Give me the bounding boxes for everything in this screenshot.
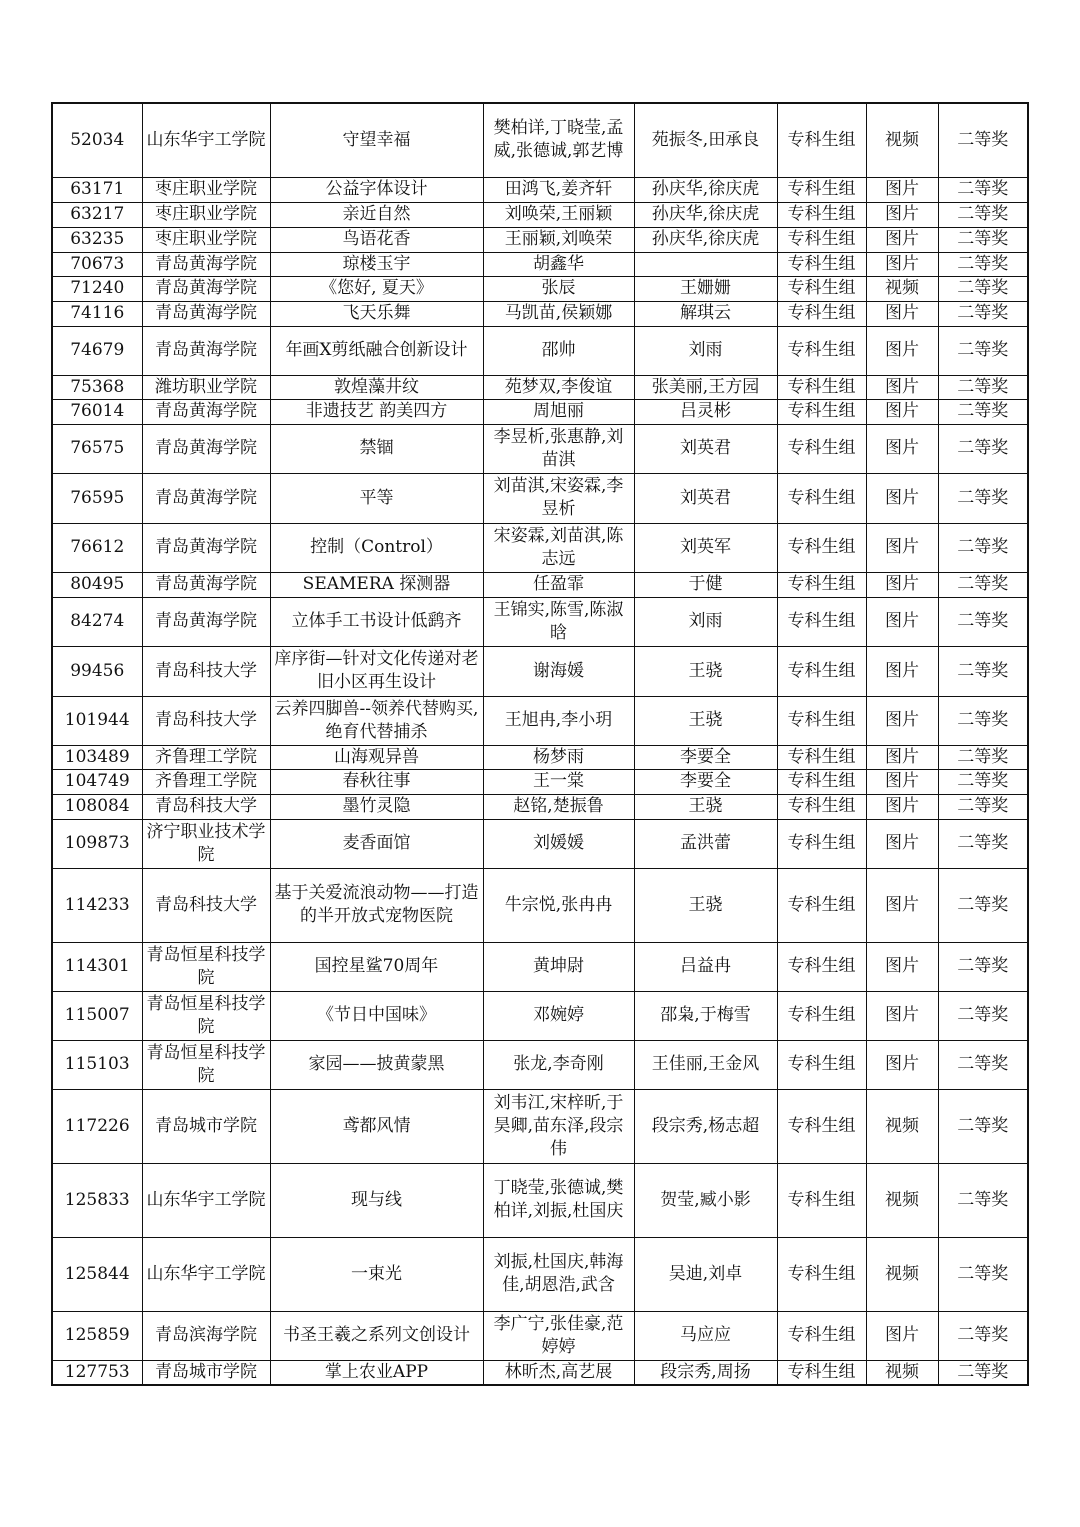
- entry-id-cell: 125859: [52, 1311, 142, 1360]
- group-cell: 专科生组: [777, 326, 866, 375]
- school-cell: 枣庄职业学院: [142, 177, 270, 202]
- group-cell: 专科生组: [777, 1360, 866, 1385]
- award-cell: 二等奖: [938, 572, 1028, 597]
- media-type-cell: 视频: [866, 103, 938, 177]
- authors-cell: 刘振,杜国庆,韩海佳,胡恩浩,武含: [483, 1237, 634, 1311]
- authors-cell: 张龙,李奇刚: [483, 1040, 634, 1089]
- group-cell: 专科生组: [777, 399, 866, 424]
- authors-cell: 樊柏详,丁晓莹,孟威,张德诚,郭艺博: [483, 103, 634, 177]
- school-cell: 潍坊职业学院: [142, 375, 270, 399]
- entry-id-cell: 108084: [52, 794, 142, 819]
- school-cell: 济宁职业技术学院: [142, 819, 270, 868]
- table-row: [52, 326, 1028, 375]
- media-type-cell: 图片: [866, 301, 938, 326]
- award-cell: 二等奖: [938, 991, 1028, 1040]
- award-cell: 二等奖: [938, 103, 1028, 177]
- school-cell: 青岛黄海学院: [142, 399, 270, 424]
- school-cell: 青岛恒星科技学院: [142, 1040, 270, 1089]
- table-row: [52, 1237, 1028, 1311]
- school-cell: 山东华宇工学院: [142, 1237, 270, 1311]
- advisors-cell: 吴迪,刘卓: [634, 1237, 777, 1311]
- group-cell: 专科生组: [777, 301, 866, 326]
- work-title-cell: SEAMERA 探测器: [270, 572, 483, 597]
- work-title-cell: 庠序街—针对文化传递对老旧小区再生设计: [270, 646, 483, 696]
- entry-id-cell: 63217: [52, 202, 142, 227]
- media-type-cell: 图片: [866, 991, 938, 1040]
- group-cell: 专科生组: [777, 103, 866, 177]
- group-cell: 专科生组: [777, 597, 866, 646]
- school-cell: 枣庄职业学院: [142, 227, 270, 252]
- work-title-cell: 国控星鲨70周年: [270, 942, 483, 991]
- school-cell: 齐鲁理工学院: [142, 769, 270, 794]
- authors-cell: 李广宁,张佳豪,范婷婷: [483, 1311, 634, 1360]
- table-row: [52, 301, 1028, 326]
- entry-id-cell: 75368: [52, 375, 142, 399]
- award-cell: 二等奖: [938, 301, 1028, 326]
- entry-id-cell: 115103: [52, 1040, 142, 1089]
- entry-id-cell: 99456: [52, 646, 142, 696]
- work-title-cell: 一束光: [270, 1237, 483, 1311]
- authors-cell: 杨梦雨: [483, 745, 634, 769]
- work-title-cell: 《您好, 夏天》: [270, 276, 483, 301]
- work-title-cell: 年画X剪纸融合创新设计: [270, 326, 483, 375]
- advisors-cell: 李要全: [634, 745, 777, 769]
- media-type-cell: 图片: [866, 819, 938, 868]
- award-cell: 二等奖: [938, 473, 1028, 523]
- group-cell: 专科生组: [777, 794, 866, 819]
- school-cell: 青岛恒星科技学院: [142, 991, 270, 1040]
- award-cell: 二等奖: [938, 1163, 1028, 1237]
- entry-id-cell: 63235: [52, 227, 142, 252]
- advisors-cell: 刘英君: [634, 473, 777, 523]
- table-row: [52, 1360, 1028, 1385]
- work-title-cell: 掌上农业APP: [270, 1360, 483, 1385]
- advisors-cell: 孙庆华,徐庆虎: [634, 202, 777, 227]
- award-cell: 二等奖: [938, 1040, 1028, 1089]
- work-title-cell: 守望幸福: [270, 103, 483, 177]
- work-title-cell: 春秋往事: [270, 769, 483, 794]
- group-cell: 专科生组: [777, 252, 866, 276]
- group-cell: 专科生组: [777, 523, 866, 572]
- entry-id-cell: 125833: [52, 1163, 142, 1237]
- work-title-cell: 公益字体设计: [270, 177, 483, 202]
- award-cell: 二等奖: [938, 942, 1028, 991]
- table-row: [52, 252, 1028, 276]
- work-title-cell: 基于关爱流浪动物——打造的半开放式宠物医院: [270, 868, 483, 942]
- authors-cell: 周旭丽: [483, 399, 634, 424]
- media-type-cell: 图片: [866, 1040, 938, 1089]
- award-cell: 二等奖: [938, 696, 1028, 745]
- awards-table: [51, 102, 1029, 1386]
- award-cell: 二等奖: [938, 424, 1028, 473]
- media-type-cell: 视频: [866, 1089, 938, 1163]
- work-title-cell: 山海观异兽: [270, 745, 483, 769]
- authors-cell: 王锦实,陈雪,陈淑晗: [483, 597, 634, 646]
- group-cell: 专科生组: [777, 227, 866, 252]
- group-cell: 专科生组: [777, 819, 866, 868]
- group-cell: 专科生组: [777, 868, 866, 942]
- award-cell: 二等奖: [938, 227, 1028, 252]
- school-cell: 青岛科技大学: [142, 794, 270, 819]
- media-type-cell: 图片: [866, 1311, 938, 1360]
- table-row: [52, 473, 1028, 523]
- table-row: [52, 424, 1028, 473]
- authors-cell: 刘唤荣,王丽颖: [483, 202, 634, 227]
- work-title-cell: 麦香面馆: [270, 819, 483, 868]
- entry-id-cell: 76612: [52, 523, 142, 572]
- group-cell: 专科生组: [777, 942, 866, 991]
- award-cell: 二等奖: [938, 794, 1028, 819]
- work-title-cell: 书圣王羲之系列文创设计: [270, 1311, 483, 1360]
- advisors-cell: 王骁: [634, 646, 777, 696]
- media-type-cell: 图片: [866, 375, 938, 399]
- group-cell: 专科生组: [777, 1089, 866, 1163]
- authors-cell: 苑梦双,李俊谊: [483, 375, 634, 399]
- authors-cell: 王旭冉,李小玥: [483, 696, 634, 745]
- work-title-cell: 敦煌藻井纹: [270, 375, 483, 399]
- table-row: [52, 1040, 1028, 1089]
- advisors-cell: 吕灵彬: [634, 399, 777, 424]
- school-cell: 青岛黄海学院: [142, 276, 270, 301]
- authors-cell: 赵铭,楚振鲁: [483, 794, 634, 819]
- work-title-cell: 非遗技艺 韵美四方: [270, 399, 483, 424]
- advisors-cell: 刘雨: [634, 597, 777, 646]
- authors-cell: 刘韦江,宋梓昕,于昊卿,苗东泽,段宗伟: [483, 1089, 634, 1163]
- media-type-cell: 图片: [866, 227, 938, 252]
- entry-id-cell: 74679: [52, 326, 142, 375]
- entry-id-cell: 74116: [52, 301, 142, 326]
- advisors-cell: 段宗秀,杨志超: [634, 1089, 777, 1163]
- table-row: [52, 103, 1028, 177]
- entry-id-cell: 76595: [52, 473, 142, 523]
- award-cell: 二等奖: [938, 1311, 1028, 1360]
- authors-cell: 田鸿飞,姜齐轩: [483, 177, 634, 202]
- table-row: [52, 597, 1028, 646]
- table-row: [52, 991, 1028, 1040]
- media-type-cell: 图片: [866, 745, 938, 769]
- school-cell: 青岛黄海学院: [142, 473, 270, 523]
- media-type-cell: 图片: [866, 252, 938, 276]
- awards-table-body: [52, 103, 1028, 1385]
- media-type-cell: 视频: [866, 1237, 938, 1311]
- table-row: [52, 1311, 1028, 1360]
- group-cell: 专科生组: [777, 572, 866, 597]
- work-title-cell: 云养四脚兽--领养代替购买, 绝育代替捕杀: [270, 696, 483, 745]
- school-cell: 青岛黄海学院: [142, 572, 270, 597]
- media-type-cell: 图片: [866, 424, 938, 473]
- entry-id-cell: 76575: [52, 424, 142, 473]
- entry-id-cell: 127753: [52, 1360, 142, 1385]
- work-title-cell: 亲近自然: [270, 202, 483, 227]
- entry-id-cell: 125844: [52, 1237, 142, 1311]
- group-cell: 专科生组: [777, 769, 866, 794]
- media-type-cell: 视频: [866, 1360, 938, 1385]
- entry-id-cell: 80495: [52, 572, 142, 597]
- award-cell: 二等奖: [938, 819, 1028, 868]
- media-type-cell: 图片: [866, 399, 938, 424]
- group-cell: 专科生组: [777, 473, 866, 523]
- media-type-cell: 图片: [866, 202, 938, 227]
- authors-cell: 胡鑫华: [483, 252, 634, 276]
- school-cell: 齐鲁理工学院: [142, 745, 270, 769]
- entry-id-cell: 115007: [52, 991, 142, 1040]
- group-cell: 专科生组: [777, 1237, 866, 1311]
- table-row: [52, 819, 1028, 868]
- authors-cell: 宋姿霖,刘苗淇,陈志远: [483, 523, 634, 572]
- group-cell: 专科生组: [777, 1040, 866, 1089]
- authors-cell: 谢海媛: [483, 646, 634, 696]
- advisors-cell: 王骁: [634, 868, 777, 942]
- entry-id-cell: 71240: [52, 276, 142, 301]
- school-cell: 青岛城市学院: [142, 1089, 270, 1163]
- advisors-cell: 刘雨: [634, 326, 777, 375]
- group-cell: 专科生组: [777, 696, 866, 745]
- award-cell: 二等奖: [938, 252, 1028, 276]
- media-type-cell: 图片: [866, 473, 938, 523]
- advisors-cell: 李要全: [634, 769, 777, 794]
- award-cell: 二等奖: [938, 375, 1028, 399]
- advisors-cell: 邵枭,于梅雪: [634, 991, 777, 1040]
- group-cell: 专科生组: [777, 991, 866, 1040]
- group-cell: 专科生组: [777, 1163, 866, 1237]
- work-title-cell: 琼楼玉宇: [270, 252, 483, 276]
- authors-cell: 李昱析,张惠静,刘苗淇: [483, 424, 634, 473]
- table-row: [52, 794, 1028, 819]
- table-row: [52, 868, 1028, 942]
- school-cell: 山东华宇工学院: [142, 103, 270, 177]
- work-title-cell: 禁锢: [270, 424, 483, 473]
- group-cell: 专科生组: [777, 276, 866, 301]
- advisors-cell: 解琪云: [634, 301, 777, 326]
- entry-id-cell: 109873: [52, 819, 142, 868]
- table-row: [52, 1163, 1028, 1237]
- authors-cell: 牛宗悦,张冉冉: [483, 868, 634, 942]
- advisors-cell: 苑振冬,田承良: [634, 103, 777, 177]
- table-row: [52, 572, 1028, 597]
- media-type-cell: 图片: [866, 646, 938, 696]
- authors-cell: 王丽颖,刘唤荣: [483, 227, 634, 252]
- table-row: [52, 745, 1028, 769]
- entry-id-cell: 76014: [52, 399, 142, 424]
- school-cell: 青岛黄海学院: [142, 326, 270, 375]
- media-type-cell: 图片: [866, 523, 938, 572]
- group-cell: 专科生组: [777, 375, 866, 399]
- entry-id-cell: 101944: [52, 696, 142, 745]
- authors-cell: 邵帅: [483, 326, 634, 375]
- school-cell: 青岛黄海学院: [142, 301, 270, 326]
- advisors-cell: 段宗秀,周扬: [634, 1360, 777, 1385]
- entry-id-cell: 104749: [52, 769, 142, 794]
- advisors-cell: 贺莹,臧小影: [634, 1163, 777, 1237]
- media-type-cell: 视频: [866, 1163, 938, 1237]
- group-cell: 专科生组: [777, 646, 866, 696]
- advisors-cell: 王姗姗: [634, 276, 777, 301]
- advisors-cell: 张美丽,王方园: [634, 375, 777, 399]
- school-cell: 青岛黄海学院: [142, 523, 270, 572]
- table-row: [52, 696, 1028, 745]
- media-type-cell: 图片: [866, 942, 938, 991]
- advisors-cell: 于健: [634, 572, 777, 597]
- entry-id-cell: 63171: [52, 177, 142, 202]
- award-cell: 二等奖: [938, 1237, 1028, 1311]
- advisors-cell: [634, 252, 777, 276]
- media-type-cell: 图片: [866, 794, 938, 819]
- award-cell: 二等奖: [938, 177, 1028, 202]
- media-type-cell: 图片: [866, 177, 938, 202]
- award-cell: 二等奖: [938, 597, 1028, 646]
- entry-id-cell: 52034: [52, 103, 142, 177]
- work-title-cell: 鸢都风情: [270, 1089, 483, 1163]
- school-cell: 青岛黄海学院: [142, 252, 270, 276]
- table-row: [52, 227, 1028, 252]
- authors-cell: 丁晓莹,张德诚,樊柏详,刘振,杜国庆: [483, 1163, 634, 1237]
- authors-cell: 黄坤尉: [483, 942, 634, 991]
- media-type-cell: 图片: [866, 696, 938, 745]
- award-cell: 二等奖: [938, 326, 1028, 375]
- award-cell: 二等奖: [938, 745, 1028, 769]
- award-cell: 二等奖: [938, 769, 1028, 794]
- media-type-cell: 图片: [866, 597, 938, 646]
- work-title-cell: 平等: [270, 473, 483, 523]
- advisors-cell: 王佳丽,王金风: [634, 1040, 777, 1089]
- authors-cell: 刘苗淇,宋姿霖,李昱析: [483, 473, 634, 523]
- entry-id-cell: 103489: [52, 745, 142, 769]
- school-cell: 青岛科技大学: [142, 696, 270, 745]
- group-cell: 专科生组: [777, 202, 866, 227]
- media-type-cell: 图片: [866, 868, 938, 942]
- award-cell: 二等奖: [938, 399, 1028, 424]
- authors-cell: 王一棠: [483, 769, 634, 794]
- advisors-cell: 刘英军: [634, 523, 777, 572]
- group-cell: 专科生组: [777, 1311, 866, 1360]
- table-row: [52, 1089, 1028, 1163]
- authors-cell: 林昕杰,高艺展: [483, 1360, 634, 1385]
- authors-cell: 张辰: [483, 276, 634, 301]
- work-title-cell: 家园——披黄蒙黑: [270, 1040, 483, 1089]
- school-cell: 青岛科技大学: [142, 646, 270, 696]
- advisors-cell: 吕益冉: [634, 942, 777, 991]
- school-cell: 山东华宇工学院: [142, 1163, 270, 1237]
- work-title-cell: 现与线: [270, 1163, 483, 1237]
- group-cell: 专科生组: [777, 424, 866, 473]
- work-title-cell: 墨竹灵隐: [270, 794, 483, 819]
- entry-id-cell: 114233: [52, 868, 142, 942]
- entry-id-cell: 70673: [52, 252, 142, 276]
- authors-cell: 邓婉婷: [483, 991, 634, 1040]
- work-title-cell: 《节日中国味》: [270, 991, 483, 1040]
- advisors-cell: 孙庆华,徐庆虎: [634, 227, 777, 252]
- table-row: [52, 523, 1028, 572]
- advisors-cell: 刘英君: [634, 424, 777, 473]
- school-cell: 青岛黄海学院: [142, 424, 270, 473]
- advisors-cell: 王骁: [634, 794, 777, 819]
- entry-id-cell: 84274: [52, 597, 142, 646]
- group-cell: 专科生组: [777, 745, 866, 769]
- entry-id-cell: 114301: [52, 942, 142, 991]
- award-cell: 二等奖: [938, 523, 1028, 572]
- award-cell: 二等奖: [938, 1360, 1028, 1385]
- table-row: [52, 769, 1028, 794]
- award-cell: 二等奖: [938, 646, 1028, 696]
- advisors-cell: 马应应: [634, 1311, 777, 1360]
- authors-cell: 任盈霏: [483, 572, 634, 597]
- work-title-cell: 立体手工书设计低鹞齐: [270, 597, 483, 646]
- group-cell: 专科生组: [777, 177, 866, 202]
- media-type-cell: 图片: [866, 769, 938, 794]
- school-cell: 枣庄职业学院: [142, 202, 270, 227]
- table-row: [52, 375, 1028, 399]
- school-cell: 青岛城市学院: [142, 1360, 270, 1385]
- table-row: [52, 399, 1028, 424]
- advisors-cell: 孟洪蕾: [634, 819, 777, 868]
- award-cell: 二等奖: [938, 1089, 1028, 1163]
- table-row: [52, 646, 1028, 696]
- work-title-cell: 飞天乐舞: [270, 301, 483, 326]
- work-title-cell: 鸟语花香: [270, 227, 483, 252]
- work-title-cell: 控制（Control）: [270, 523, 483, 572]
- table-row: [52, 177, 1028, 202]
- table-row: [52, 202, 1028, 227]
- school-cell: 青岛恒星科技学院: [142, 942, 270, 991]
- authors-cell: 刘媛媛: [483, 819, 634, 868]
- school-cell: 青岛科技大学: [142, 868, 270, 942]
- media-type-cell: 图片: [866, 326, 938, 375]
- media-type-cell: 图片: [866, 572, 938, 597]
- table-row: [52, 942, 1028, 991]
- advisors-cell: 王骁: [634, 696, 777, 745]
- award-cell: 二等奖: [938, 276, 1028, 301]
- advisors-cell: 孙庆华,徐庆虎: [634, 177, 777, 202]
- award-cell: 二等奖: [938, 868, 1028, 942]
- table-row: [52, 276, 1028, 301]
- authors-cell: 马凯苗,侯颖娜: [483, 301, 634, 326]
- school-cell: 青岛滨海学院: [142, 1311, 270, 1360]
- award-cell: 二等奖: [938, 202, 1028, 227]
- school-cell: 青岛黄海学院: [142, 597, 270, 646]
- media-type-cell: 视频: [866, 276, 938, 301]
- entry-id-cell: 117226: [52, 1089, 142, 1163]
